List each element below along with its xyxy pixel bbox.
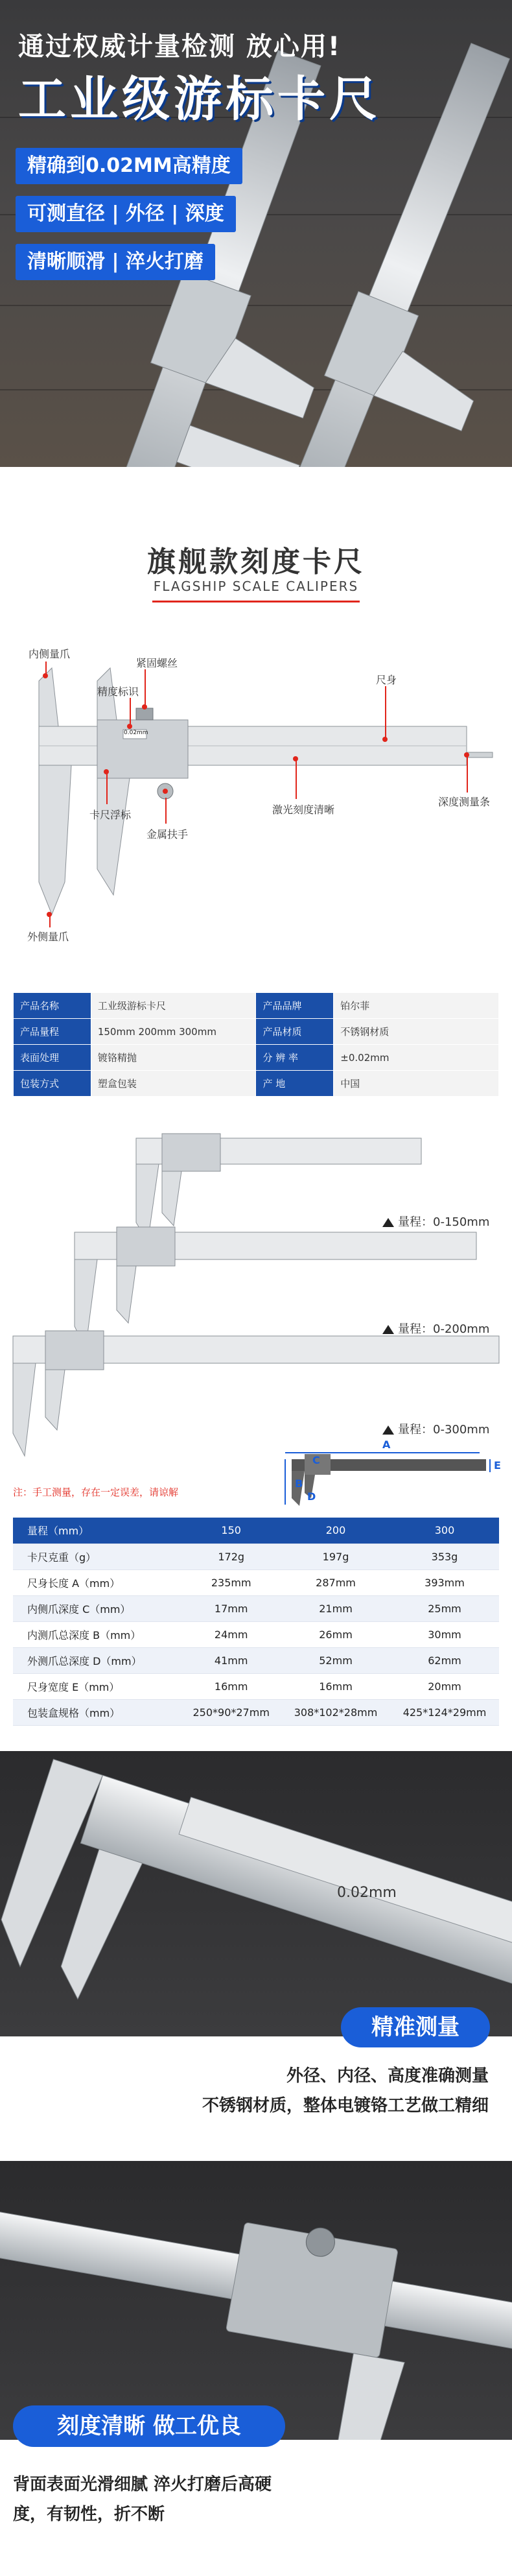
- feature-tag-precision: 精确到0.02MM高精度: [16, 148, 242, 184]
- section-subtitle: FLAGSHIP SCALE CALIPERS: [153, 578, 359, 594]
- dim-letter-e: E: [494, 1459, 501, 1472]
- dim-cell: 393mm: [390, 1569, 499, 1595]
- leader-line: [130, 698, 131, 725]
- leader-line: [45, 662, 47, 674]
- label-outer-jaw: 外侧量爪: [27, 931, 69, 943]
- spec-key: 表面处理: [14, 1045, 91, 1071]
- spec-value: 工业级游标卡尺: [91, 993, 256, 1019]
- dim-cell: 内测爪总深度 B（mm）: [13, 1621, 181, 1647]
- section-title: 旗舰款刻度卡尺: [147, 545, 365, 578]
- dim-row: [13, 1544, 499, 1569]
- spec-key: 产品材质: [256, 1019, 334, 1045]
- spec-table-section: [0, 992, 512, 1096]
- dim-cell: 16mm: [281, 1673, 390, 1699]
- feature1-caption-line1: 外径、内径、高度准确测量: [286, 2066, 489, 2086]
- spec-value: 铂尔菲: [334, 993, 499, 1019]
- label-thumb-grip: 金属扶手: [146, 828, 189, 841]
- spec-key: 包装方式: [14, 1071, 91, 1097]
- dim-cell: 308*102*28mm: [281, 1699, 390, 1725]
- triangle-icon: [382, 1218, 394, 1227]
- dim-cell: 内侧爪深度 C（mm）: [13, 1595, 181, 1621]
- spec-value: 中国: [334, 1071, 499, 1097]
- label-body: 尺身: [376, 674, 397, 686]
- spec-key: 产品名称: [14, 993, 91, 1019]
- leader-line: [165, 798, 167, 824]
- dim-cell: 197g: [281, 1544, 390, 1569]
- dim-cell: 尺身长度 A（mm）: [13, 1569, 181, 1595]
- feature2-caption-line1: 背面表面光滑细腻 淬火打磨后高硬: [13, 2475, 272, 2494]
- dim-cell: 250*90*27mm: [181, 1699, 281, 1725]
- label-laser-scale: 激光刻度清晰: [272, 804, 335, 816]
- dim-row: [13, 1699, 499, 1725]
- feature-finish-photo: [0, 2161, 512, 2440]
- feature2-caption-line2: 度，有韧性，折不断: [13, 2505, 165, 2524]
- dim-row: [13, 1569, 499, 1595]
- leader-line: [385, 686, 386, 738]
- leader-line: [106, 772, 108, 804]
- dim-cell: 235mm: [181, 1569, 281, 1595]
- triangle-icon: [382, 1425, 394, 1435]
- measurement-note: 注：手工测量，存在一定误差，请谅解: [13, 1486, 179, 1498]
- spec-table: [13, 992, 499, 1096]
- label-precision-mark: 精度标识: [97, 686, 139, 698]
- range-label-200: 量程：0-200mm: [382, 1320, 489, 1337]
- feature-precision-section: [0, 1751, 512, 2161]
- spec-value: 镀铬精抛: [91, 1045, 256, 1071]
- range-label-150: 量程：0-150mm: [382, 1213, 489, 1230]
- feature1-caption-line2: 不锈钢材质，整体电镀铬工艺做工精细: [202, 2096, 489, 2116]
- dim-row: [13, 1673, 499, 1699]
- triangle-icon: [382, 1325, 394, 1334]
- dim-cell: 24mm: [181, 1621, 281, 1647]
- spec-row: [14, 1045, 499, 1071]
- dim-cell: 200: [281, 1518, 390, 1544]
- dimension-table-section: [0, 1518, 512, 1751]
- spec-key: 分 辨 率: [256, 1045, 334, 1071]
- dim-row: [13, 1647, 499, 1673]
- dim-cell: 17mm: [181, 1595, 281, 1621]
- dim-cell: 287mm: [281, 1569, 390, 1595]
- dim-letter-b: B: [295, 1477, 303, 1490]
- feature-tag-measure: 可测直径 | 外径 | 深度: [16, 196, 236, 232]
- caliper-back-image: [0, 2161, 512, 2440]
- leader-line: [467, 755, 468, 793]
- leader-line: [49, 914, 51, 927]
- dim-header-row: [13, 1518, 499, 1544]
- dim-cell: 52mm: [281, 1647, 390, 1673]
- dim-cell: 353g: [390, 1544, 499, 1569]
- dim-cell: 16mm: [181, 1673, 281, 1699]
- spec-key: 产品品牌: [256, 993, 334, 1019]
- hero-subtitle: 通过权威计量检测 放心用!: [18, 32, 342, 62]
- feature-tag-finish: 清晰顺滑 | 淬火打磨: [16, 244, 215, 280]
- dim-cell: 62mm: [390, 1647, 499, 1673]
- scale-mark-text: 0.02mm: [337, 1885, 397, 1901]
- spec-value: ±0.02mm: [334, 1045, 499, 1071]
- spec-value: 150mm 200mm 300mm: [91, 1019, 256, 1045]
- dim-cell: 量程（mm）: [13, 1518, 181, 1544]
- label-lock-screw: 紧固螺丝: [136, 657, 178, 669]
- feature-badge-precision: 精准测量: [341, 2007, 490, 2047]
- spec-row: [14, 1071, 499, 1097]
- dim-cell: 20mm: [390, 1673, 499, 1699]
- caliper-diagram: [0, 467, 512, 992]
- spec-row: [14, 993, 499, 1019]
- hero-banner: [0, 0, 512, 467]
- dim-letter-c: C: [312, 1454, 320, 1466]
- dim-cell: 25mm: [390, 1595, 499, 1621]
- leader-dot: [163, 789, 168, 794]
- dim-cell: 172g: [181, 1544, 281, 1569]
- range-label-300: 量程：0-300mm: [382, 1420, 489, 1437]
- parts-diagram-section: [0, 467, 512, 992]
- feature-finish-section: [0, 2161, 512, 2563]
- hero-title: 工业级游标卡尺: [18, 71, 381, 127]
- dim-cell: 30mm: [390, 1621, 499, 1647]
- spec-value: 塑盒包装: [91, 1071, 256, 1097]
- dim-cell: 卡尺克重（g）: [13, 1544, 181, 1569]
- dim-cell: 外测爪总深度 D（mm）: [13, 1647, 181, 1673]
- dim-letter-d: D: [307, 1490, 316, 1503]
- dim-cell: 21mm: [281, 1595, 390, 1621]
- dim-letter-a: A: [382, 1438, 391, 1451]
- leader-line: [145, 669, 146, 706]
- dim-row: [13, 1621, 499, 1647]
- dim-cell: 包装盒规格（mm）: [13, 1699, 181, 1725]
- precision-mark-text: 0.02mm: [124, 730, 148, 736]
- feature-badge-finish: 刻度清晰 做工优良: [13, 2405, 285, 2447]
- leader-line: [296, 759, 297, 799]
- dim-row: [13, 1595, 499, 1621]
- label-vernier: 卡尺浮标: [89, 809, 132, 821]
- range-section: [0, 1096, 512, 1518]
- dim-cell: 尺身宽度 E（mm）: [13, 1673, 181, 1699]
- dim-cell: 425*124*29mm: [390, 1699, 499, 1725]
- spec-row: [14, 1019, 499, 1045]
- spec-key: 产品量程: [14, 1019, 91, 1045]
- spec-value: 不锈钢材质: [334, 1019, 499, 1045]
- dim-cell: 150: [181, 1518, 281, 1544]
- feature-precision-photo: [0, 1751, 512, 2036]
- dimension-table: [13, 1518, 499, 1726]
- spec-key: 产 地: [256, 1071, 334, 1097]
- caliper-closeup-image: [0, 1751, 512, 2036]
- dim-cell: 41mm: [181, 1647, 281, 1673]
- dim-cell: 26mm: [281, 1621, 390, 1647]
- label-depth-rod: 深度测量条: [438, 796, 491, 808]
- label-inner-jaw: 内侧量爪: [29, 648, 71, 660]
- caliper-range-images: [0, 1096, 512, 1518]
- dim-cell: 300: [390, 1518, 499, 1544]
